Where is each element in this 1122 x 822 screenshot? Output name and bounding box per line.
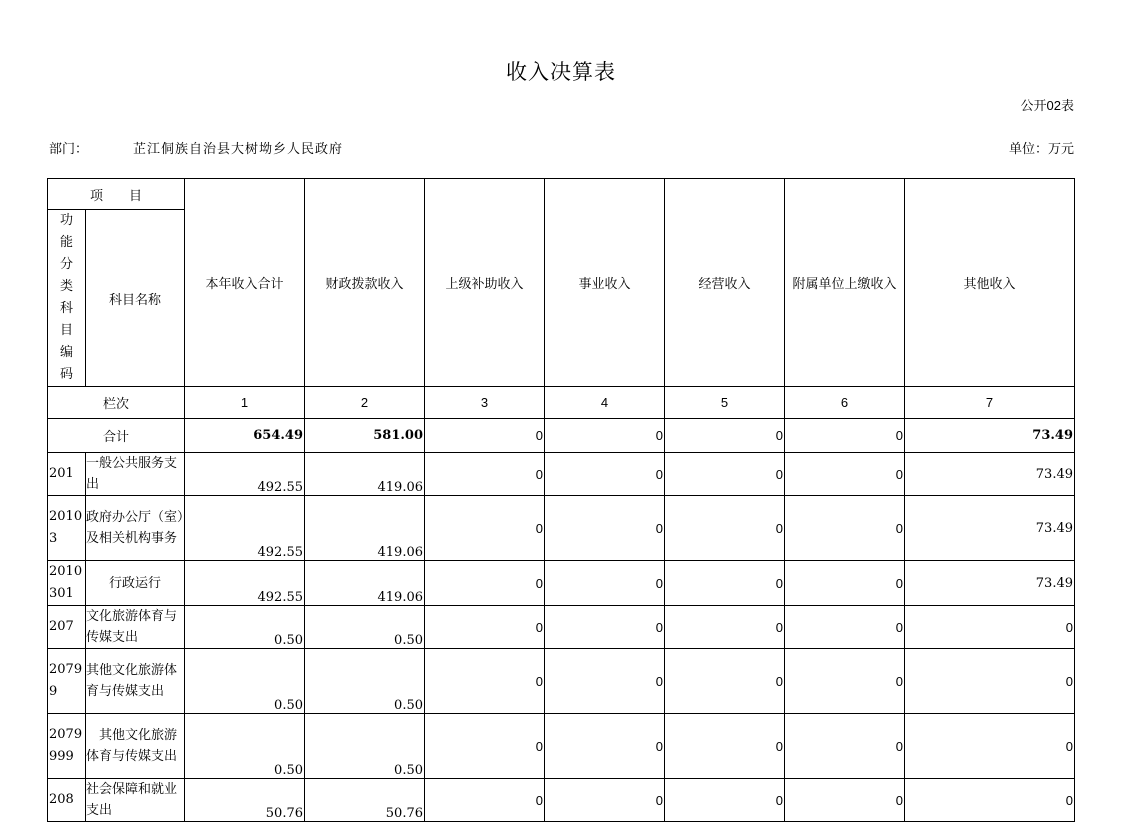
total-affiliated: 0 [785,419,905,453]
cell-affiliated: 0 [785,561,905,606]
cell-operating: 0 [665,649,785,714]
cell-superior: 0 [425,606,545,649]
table-row [48,649,1075,714]
table-row [48,453,1075,496]
cell-superior: 0 [425,779,545,822]
cell-superior: 0 [425,453,545,496]
cell-superior: 0 [425,714,545,779]
subject-code: 207 [48,606,86,649]
cell-total: 0.50 [185,606,305,649]
total-total: 654.49 [185,419,305,453]
cell-business: 0 [545,453,665,496]
table-row [48,496,1075,561]
cell-affiliated: 0 [785,649,905,714]
cell-business: 0 [545,496,665,561]
cell-operating: 0 [665,561,785,606]
header-business-income: 事业收入 [545,179,665,387]
total-label: 合计 [48,419,185,453]
form-number: 公开02表 [1020,98,1074,113]
cell-fiscal: 419.06 [305,453,425,496]
cell-other: 73.49 [905,496,1075,561]
table-row [48,714,1075,779]
subject-code: 208 [48,779,86,822]
cell-fiscal: 419.06 [305,496,425,561]
cell-other: 73.49 [905,561,1075,606]
department-label: 部门： [49,142,89,157]
column-number-affiliated: 6 [785,387,905,419]
total-superior: 0 [425,419,545,453]
column-number-other: 7 [905,387,1075,419]
cell-superior: 0 [425,496,545,561]
cell-total: 0.50 [185,714,305,779]
cell-total: 492.55 [185,496,305,561]
cell-total: 50.76 [185,779,305,822]
subject-code: 20799 [48,649,86,714]
unit-label: 单位：万元 [1008,142,1074,157]
header-function-code: 功能分类科目编码 [48,210,86,387]
column-number-fiscal: 2 [305,387,425,419]
cell-affiliated: 0 [785,496,905,561]
cell-other: 0 [905,649,1075,714]
cell-affiliated: 0 [785,714,905,779]
cell-other: 73.49 [905,453,1075,496]
subject-code: 2079999 [48,714,86,779]
subject-name: 一般公共服务支出 [86,453,185,496]
row-index-label: 栏次 [48,387,185,419]
cell-affiliated: 0 [785,453,905,496]
cell-operating: 0 [665,606,785,649]
header-fiscal-income: 财政拨款收入 [305,179,425,387]
total-other: 73.49 [905,419,1075,453]
income-table [47,178,1075,822]
subject-name: 其他文化旅游体育与传媒支出 [86,714,185,779]
cell-total: 492.55 [185,561,305,606]
cell-fiscal: 0.50 [305,649,425,714]
cell-business: 0 [545,779,665,822]
cell-operating: 0 [665,496,785,561]
subject-name: 政府办公厅（室）及相关机构事务 [86,496,185,561]
cell-business: 0 [545,649,665,714]
cell-business: 0 [545,561,665,606]
cell-business: 0 [545,714,665,779]
header-affiliated-income: 附属单位上缴收入 [785,179,905,387]
page-title: 收入决算表 [506,60,616,84]
subject-code: 20103 [48,496,86,561]
cell-affiliated: 0 [785,606,905,649]
cell-fiscal: 0.50 [305,606,425,649]
header-other-income: 其他收入 [905,179,1075,387]
subject-name: 文化旅游体育与传媒支出 [86,606,185,649]
header-total-income: 本年收入合计 [185,179,305,387]
column-number-total: 1 [185,387,305,419]
header-subject-name: 科目名称 [86,210,185,387]
table-row [48,561,1075,606]
cell-business: 0 [545,606,665,649]
subject-name: 行政运行 [86,561,185,606]
cell-superior: 0 [425,561,545,606]
cell-other: 0 [905,606,1075,649]
total-operating: 0 [665,419,785,453]
department-name: 芷江侗族自治县大树坳乡人民政府 [133,142,344,157]
cell-operating: 0 [665,714,785,779]
cell-operating: 0 [665,453,785,496]
table-row [48,606,1075,649]
subject-code: 201 [48,453,86,496]
cell-total: 0.50 [185,649,305,714]
cell-total: 492.55 [185,453,305,496]
subject-name: 其他文化旅游体育与传媒支出 [86,649,185,714]
cell-superior: 0 [425,649,545,714]
cell-fiscal: 419.06 [305,561,425,606]
column-number-business: 4 [545,387,665,419]
cell-fiscal: 0.50 [305,714,425,779]
column-number-superior: 3 [425,387,545,419]
header-superior-subsidy: 上级补助收入 [425,179,545,387]
total-business: 0 [545,419,665,453]
header-operating-income: 经营收入 [665,179,785,387]
table-row [48,779,1075,822]
header-project: 项 目 [48,179,185,210]
cell-other: 0 [905,714,1075,779]
subject-name: 社会保障和就业支出 [86,779,185,822]
cell-fiscal: 50.76 [305,779,425,822]
column-number-operating: 5 [665,387,785,419]
cell-operating: 0 [665,779,785,822]
cell-affiliated: 0 [785,779,905,822]
cell-other: 0 [905,779,1075,822]
total-fiscal: 581.00 [305,419,425,453]
subject-code: 2010301 [48,561,86,606]
